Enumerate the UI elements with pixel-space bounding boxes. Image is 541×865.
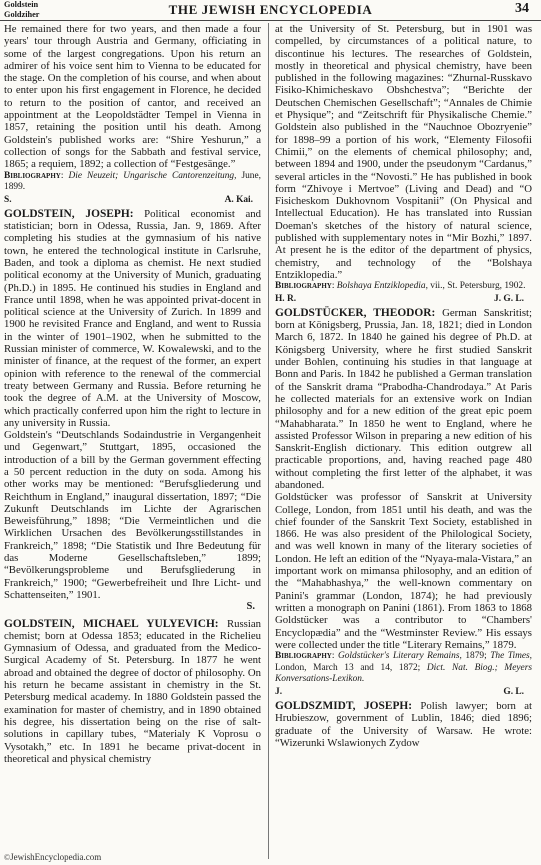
site-name: JewishEncyclopedia.com <box>10 852 102 862</box>
bib-text-2: London, March 13 and 14, 1872; <box>275 662 427 673</box>
entry-goldstucker <box>275 307 532 491</box>
guide-word-bottom: Goldziher <box>4 9 40 19</box>
bib-text-1: 1879; <box>461 651 491 662</box>
running-title: THE JEWISH ENCYCLOPEDIA <box>168 2 373 17</box>
sig-initials: S. <box>4 194 12 205</box>
entry-goldstein-michael <box>4 618 261 766</box>
guide-word-top: Goldstein <box>4 0 39 9</box>
bibliography <box>275 651 532 686</box>
sig-initials: J. <box>275 686 283 697</box>
signature: S. <box>246 601 255 613</box>
entry-body: Polish lawyer; born at Hrubieszow, government of Lublin, 1846; died 1896; graduate of the University of Warsaw. He wrote: “Wizerunki Wslawionych Zydow <box>275 699 532 749</box>
sig-author: J. G. L. <box>494 293 524 304</box>
bib-work-3: Dict. Nat. Biog.; Meyers Konversations-Lexikon. <box>275 662 532 685</box>
bib-work-2: The Times, <box>490 651 532 662</box>
bib-sep: : <box>331 651 338 662</box>
bib-sep: : <box>331 281 337 292</box>
right-column <box>275 23 532 859</box>
paragraph-continued: at the University of St. Petersburg, but in 1901 was compelled, by circumstances of a political nature, to discontinue his lectures. The researches of Goldstein, mostly in theoretical and physical chemistry, have been published in the following magazines: “Zhurnal-Russkavo Fisiko-Khimicheskavo Obshchestva”; “Berichte der Deutschen Chemischen Gesellschaft”; “Annales de Chimie et Physique”; and “Zeitschrift für Physikalische Chemie.” Goldstein also published in the “Nauchnoe Obozryenie” for 1898–99 a portion of his work, “Elementy Filosofii Chimii,” on the elements of chemical philosophy; and, between 1894 and 1900, under the pseudonym “Cardanus,” several articles in the “Novosti.” He has published in book form “Zhivoye i Mertvoe” (Living and Dead) and “O Fisicheskom Dukhovnom Vospitanii” (On Physical and Intellectual Education). He has translated into Russian Doeman's sketches of the history of natural science, published with supplementary notes in “Mir Bozhi,” 1897. At present he is the editor of the department of physics, chemistry, and technology of the “Bolshaya Entziklopedia.” <box>275 23 532 281</box>
signature-line <box>275 686 532 698</box>
paragraph-intro: He remained there for two years, and then made a four years' tour through Austria and Germany, officiating in some of the largest congregations. Upon his return an admirer of his voice sent him to Vienna to be educated for the stage. On the completion of his course, and when about to enter upon his first engagement in Florence, he decided to return to the position of cantor, and received an appointment at the Leopoldstädter Tempel in Vienna in 1857, retaining the position until his death. Among Goldstein's published works are: “Shire Yeshurun,” a collection of songs for the Sabbath and festival service, 1865; a requiem, 1892; a collection of “Festgesänge.” <box>4 23 261 171</box>
sig-initials: H. R. <box>275 293 297 304</box>
bibliography <box>4 171 261 194</box>
bib-works: Bolshaya Entziklopedia, <box>336 281 428 292</box>
header-rule <box>0 20 541 21</box>
page-number: 34 <box>515 1 529 16</box>
signature-line <box>275 293 532 305</box>
page-header <box>0 0 541 21</box>
entry-heading: GOLDSTÜCKER, THEODOR: <box>275 306 436 319</box>
entry-body: German Sanskritist; born at Königsberg, Prussia, Jan. 18, 1821; died in London March 6, 1872. In 1840 he gained his degree of Ph.D. at Königsberg University, where he first studied Sanskrit under Bohlen, continuing his studies in that language at Bonn and Paris. In 1842 he published a German translation of the Sanskrit drama “Prabodha-Chandrodaya.” At Paris he collected materials for an extensive work on Indian philosophy and for a new edition of the great epic poem “Mahabharata.” In 1850 he went to England, where he assisted Professor Wilson in preparing a new edition of his Sanskrit-English dictionary. This edition outgrew all practicable proportions, and, having reached page 480 without completing the first letter of the alphabet, it was abandoned. <box>275 306 532 491</box>
bib-work-1: Goldstücker's Literary Remains, <box>337 651 462 662</box>
copyright-symbol: © <box>4 853 11 862</box>
footer-credit <box>4 852 101 862</box>
entry-paragraph: Goldstein's “Deutschlands Sodaindustrie in Vergangenheit und Gegenwart,” Stuttgart, 1895, occasioned the introduction of a bill by the German government effecting a 50 percent reduction in the duty on soda. Among his other works may be mentioned: “Berufsgliederung und Reichthum in England,” inaugural dissertation, 1897; “Die Zukunft Deutschlands im Lichte der Agrarischen Beweisführung,” 1898; “Die Vermeintlichen und die Wirklichen Ursachen des Bevölkerungsstillstandes in Frankreich,” 1898; “Die Statistik und Ihre Bedeutung für das Moderne Gesellschaftsleben,” 1899; “Bevölkerungsprobleme und Berufsgliederung in Frankreich,” 1900; “Gewerbefreiheit und Ihre Licht- und Schattenseiten,” 1901. <box>4 429 261 601</box>
bibliography-label: Bibliography <box>275 281 332 292</box>
bibliography <box>275 281 532 293</box>
sig-author: G. L. <box>503 686 524 697</box>
entry-heading: GOLDSTEIN, JOSEPH: <box>4 207 134 220</box>
sig-author: A. Kai. <box>224 194 253 205</box>
entry-heading: GOLDSTEIN, MICHAEL YULYEVICH: <box>4 617 219 630</box>
left-column <box>4 23 261 859</box>
entry-body: Political economist and statistician; born in Odessa, Russia, Jan. 9, 1869. After completing his studies at the gymnasium of his native town, he entered the technological institute in Carlsruhe, Baden, and took a diploma as chemist. He next studied political economy at the University of Munich, graduating (Ph.D.) in 1895. He continued his studies in England and France until 1898, when he was appointed privat-docent in political science at the University of Zurich. In 1899 and 1900 he revisited France and England, and went to Russia in the winter of 1901–1902, when he submitted to the Russian minister of commerce, W. Kowalewski, and to the minister of finance, at the request of the former, an expert opinion with reference to the renewal of the commercial treaty between Germany and Russia. Before returning he took the degree of A.M. at the University of Moscow, which practically conferred upon him the right to lecture in any university in Russia. <box>4 207 261 429</box>
bibliography-label: Bibliography <box>4 170 61 181</box>
bib-sep: : <box>60 170 69 181</box>
bib-works: Die Neuzeit; Ungarische Cantorenzeitung, <box>68 170 237 181</box>
bibliography-label: Bibliography <box>275 651 332 662</box>
bib-rest: vii., St. Petersburg, 1902. <box>427 281 526 292</box>
entry-body: Russian chemist; born at Odessa 1853; educated in the Richelieu Gymnasium of Odessa, and graduated from the Medico-Surgical Academy of St. Petersburg. In 1877 he went abroad and obtained the degree of doctor of philosophy. On his return he became assistant in chemistry in the St. Petersburg medical academy. In 1880 Goldstein passed the examination for master of chemistry, and in 1890 obtained his degree, his dissertation being on the rise of salt-solutions in capillary tubes, “Materialy K Voprosu o Vysotakh,” etc. In 1891 he became privat-docent in theoretical and physical chemistry <box>4 617 261 765</box>
column-divider <box>268 23 269 859</box>
entry-heading: GOLDSZMIDT, JOSEPH: <box>275 699 413 712</box>
entry-goldstein-joseph <box>4 208 261 429</box>
entry-goldszmidt <box>275 700 532 749</box>
entry-paragraph: Goldstücker was professor of Sanskrit at University College, London, from 1851 until his death, and was the chief founder of the Sanskrit Text Society, established in 1866. He was also president of the Philological Society, and was well known in many of the literary societies of London. He left an edition of the “Nyaya-mala-Vistara,” an important work on mimansa philosophy, and an edition of the “Mahabhashya,” the well-known commentary on Panini's grammar (London, 1874); he had previously written a monograph on Panini (1861). From 1863 to 1868 Goldstücker was a contributor to “Chambers' Encyclopædia” and the “Westminster Review.” His essays were collected under the title “Literary Remains,” 1879. <box>275 491 532 651</box>
signature-line <box>4 194 261 206</box>
bib-date: June, 1899. <box>4 170 261 193</box>
